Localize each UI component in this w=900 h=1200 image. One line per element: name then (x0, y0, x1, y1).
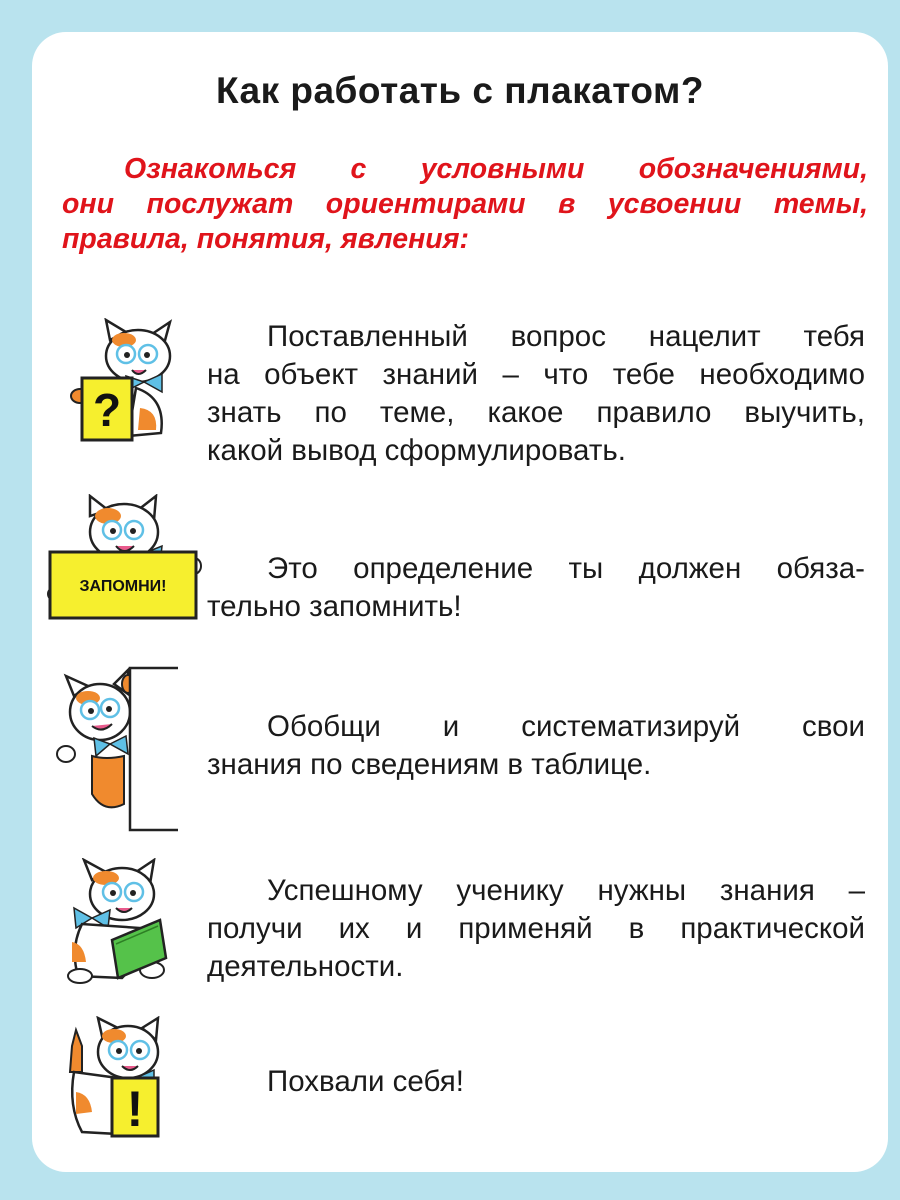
item-4-line-1: Успешному ученику нужны знания – (267, 874, 865, 907)
item-3-line-2: знания по сведениям в таблице. (207, 748, 652, 781)
item-table-text (207, 708, 865, 784)
item-praise-text (207, 1063, 865, 1101)
item-4-line-2: получи их и применяй в практической (207, 912, 865, 945)
exclamation-mark-sign: ! (126, 1081, 144, 1137)
item-2-line-1: Это определение ты должен обяза- (267, 552, 865, 585)
item-1-line-2: на объект знаний – что тебе необходимо (207, 358, 865, 391)
item-5-line-1: Похвали себя! (267, 1065, 464, 1098)
intro-line-2: они послужат ориентирами в усвоении темы, (62, 188, 868, 220)
item-4-line-3: деятельности. (207, 950, 404, 983)
question-mark-sign: ? (92, 384, 122, 436)
page-title: Как работать с плакатом? (215, 70, 705, 111)
intro-line-3: правила, понятия, явления: (62, 223, 469, 255)
cat-book-icon (62, 858, 182, 986)
intro-line-1: Ознакомься с условными обозначениями, (124, 153, 868, 185)
intro-paragraph (62, 152, 868, 257)
cat-table-icon (52, 664, 182, 834)
item-1-line-3: знать по теме, какое правило выучить, (207, 396, 865, 429)
item-3-line-1: Обобщи и систематизируй свои (267, 710, 865, 743)
item-remember-text (207, 550, 865, 626)
cat-remember-icon (46, 494, 206, 622)
item-2-line-2: тельно запомнить! (207, 590, 462, 623)
item-question-text (207, 318, 865, 470)
item-book-text (207, 872, 865, 986)
item-1-line-1: Поставленный вопрос нацелит тебя (267, 320, 865, 353)
remember-sign-label: ЗАПОМНИ! (79, 578, 167, 595)
cat-question-icon (66, 318, 186, 442)
item-1-line-4: какой вывод сформулировать. (207, 434, 626, 467)
cat-exclamation-icon (62, 1016, 172, 1138)
